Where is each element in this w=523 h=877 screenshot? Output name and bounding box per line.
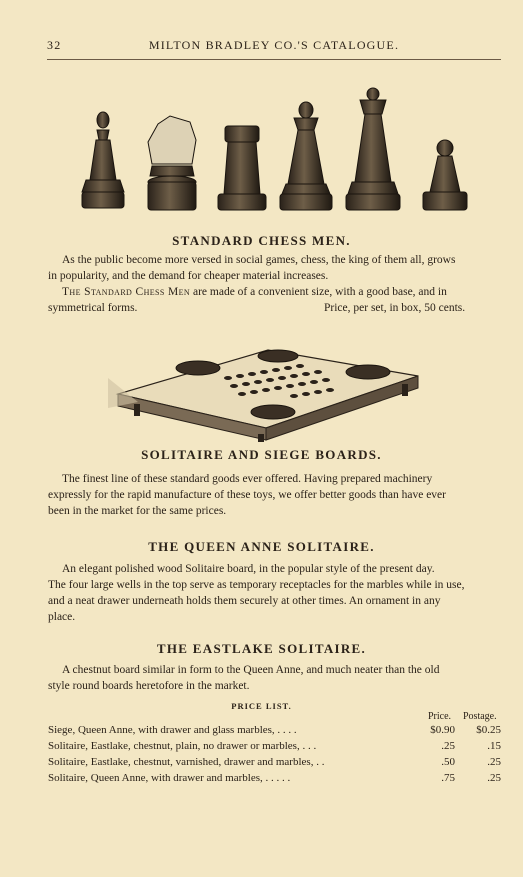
pawn-piece (423, 140, 467, 210)
queen-anne-text-4: place. (48, 611, 76, 623)
chess-heading: STANDARD CHESS MEN. (172, 233, 351, 248)
price-row-postage: $0.25 (476, 724, 501, 736)
price-row-price: $0.90 (430, 724, 455, 736)
chess-text-2: in popularity, and the demand for cheaper material increases. (48, 270, 329, 282)
solitaire-board-illustration (98, 330, 428, 442)
queen-anne-text-1: An elegant polished wood Solitaire board, in the popular style of the present day. (62, 563, 435, 575)
price-row-price: .75 (441, 772, 455, 784)
boards-description (48, 471, 501, 519)
boards-text-3: been in the market for the same prices. (48, 505, 227, 517)
eastlake-description (48, 662, 501, 694)
queen-anne-text-2: The four large wells in the top serve as temporary receptacles for the marbles while in use, (48, 579, 465, 591)
chess-product-name: The Standard Chess Men (62, 286, 191, 298)
price-row-postage: .25 (487, 756, 501, 768)
price-row-description: Solitaire, Queen Anne, with drawer and marbles, . . . . . (48, 772, 291, 784)
price-row-price: .50 (441, 756, 455, 768)
eastlake-text-1: A chestnut board similar in form to the Queen Anne, and much neater than the old (62, 664, 440, 676)
chess-text-1: As the public become more versed in social games, chess, the king of them all, grows (62, 254, 456, 266)
price-row-postage: .15 (487, 740, 501, 752)
boards-text-1: The finest line of these standard goods ever offered. Having prepared machinery (62, 473, 433, 485)
price-row (48, 756, 503, 772)
price-list-heading: PRICE LIST. (231, 701, 292, 711)
chess-description (48, 252, 501, 316)
page-number: 32 (47, 38, 62, 52)
price-row-postage: .25 (487, 772, 501, 784)
price-row (48, 724, 503, 740)
page-header (47, 38, 501, 54)
chess-men-illustration (80, 82, 480, 220)
price-row-price: .25 (441, 740, 455, 752)
eastlake-heading: THE EASTLAKE SOLITAIRE. (156, 641, 367, 656)
chess-price: Price, per set, in box, 50 cents. (324, 302, 466, 314)
boards-heading: SOLITAIRE AND SIEGE BOARDS. (141, 447, 382, 462)
price-row-description: Solitaire, Eastlake, chestnut, plain, no drawer or marbles, . . . (48, 740, 317, 752)
postage-column-header: Postage. (463, 711, 497, 722)
chess-text-3: are made of a convenient size, with a good base, and in (190, 286, 447, 298)
king-piece (346, 88, 400, 210)
bishop-piece (82, 112, 124, 208)
rook-piece (218, 126, 266, 210)
price-row (48, 740, 503, 756)
price-column-header: Price. (428, 711, 452, 722)
price-row (48, 772, 503, 788)
queen-piece (280, 102, 332, 210)
eastlake-text-2: style round boards heretofore in the market. (48, 680, 250, 692)
queen-anne-description (48, 561, 501, 625)
running-title: MILTON BRADLEY CO.'S CATALOGUE. (148, 38, 400, 52)
chess-text-4: symmetrical forms. (48, 302, 138, 314)
queen-anne-heading: THE QUEEN ANNE SOLITAIRE. (148, 539, 375, 554)
price-row-description: Solitaire, Eastlake, chestnut, varnished, drawer and marbles, . . (48, 756, 325, 768)
boards-text-2: expressly for the rapid manufacture of these toys, we offer better goods than have ever (48, 489, 446, 501)
header-rule (47, 59, 501, 60)
queen-anne-text-3: and a neat drawer underneath holds them securely at other times. An ornament in any (48, 595, 441, 607)
knight-piece (148, 116, 196, 210)
price-row-description: Siege, Queen Anne, with drawer and glass marbles, . . . . (48, 724, 297, 736)
